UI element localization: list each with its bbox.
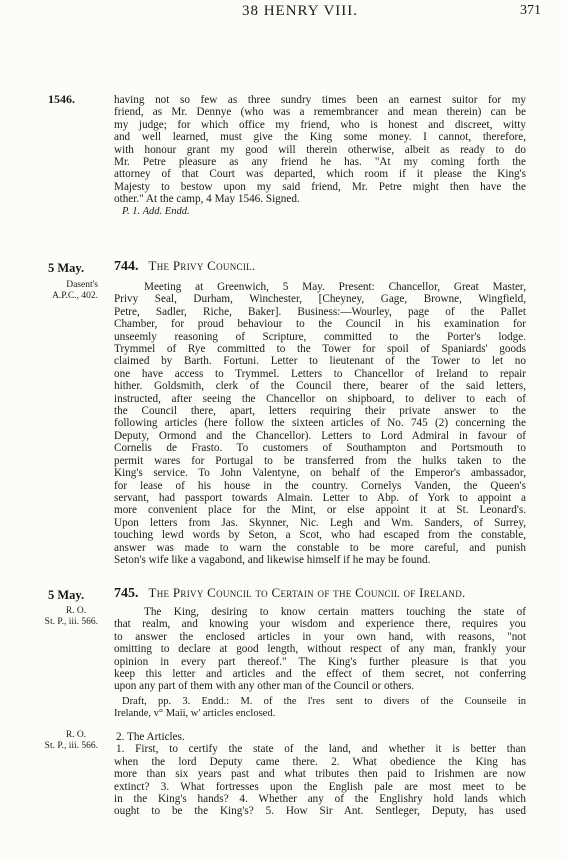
text-line: omitting to declare at good length, without respect of any man, frankly your <box>114 643 526 656</box>
entry-745-title: The Privy Council to Certain of the Council of Ireland. <box>148 585 466 600</box>
continued-letter <box>114 94 526 218</box>
reference-line: R. O. <box>65 730 87 740</box>
running-header-title: 38 HENRY VIII. <box>241 3 359 19</box>
text-line: servant, had passport towards Almain. Letter to Abp. of York to appoint a <box>114 491 526 504</box>
text-line: ought to be the King's? 5. How Sir Ant. Sentleger, Deputy, has used <box>114 805 526 818</box>
text-line: one have access to Trymmel. Letters to Chancellor of Ireland to repair <box>114 367 526 380</box>
text-line: when the lord Deputy came there. 2. What obedience the King has <box>114 755 526 768</box>
text-line: having not so few as three sundry times been an earnest suitor for my <box>114 94 526 106</box>
text-line: more than six years past and what tributes then paid to Irishmen are now <box>114 768 526 781</box>
text-line: instructed, after seeing the Chancellor on shipboard, to deliver to each of <box>114 392 526 405</box>
text-line: other." At the camp, 4 May 1546. Signed. <box>114 193 300 206</box>
entry-745-heading <box>114 585 466 602</box>
text-line: more convenient place for the Mint, or else appoint it at St. Leonard's. <box>114 504 526 517</box>
text-line: to answer the enclosed articles in your own hand, with reasons, "not <box>114 630 526 643</box>
entry-744-body <box>114 281 526 566</box>
entry-745-date: 5 May. <box>48 588 85 602</box>
text-line: and well learned, must give the King some money. I cannot, therefore, <box>114 131 526 144</box>
text-line: permit wares for Portugal to be transferred from the hulks taken to the <box>114 454 526 467</box>
text-line: with honour grant my good will therein otherwise, albeit as ready to do <box>114 143 526 156</box>
text-line: keep this letter and articles and the effect of them secret, not conferring <box>114 668 526 681</box>
reference-line: Dasent's <box>66 280 98 290</box>
entry-744-title: The Privy Council. <box>148 258 256 273</box>
text-line: Trymmel of Rye committed to the Tower for spoil of Spaniards' goods <box>114 343 526 356</box>
entry-744-heading <box>114 258 255 275</box>
page-number: 371 <box>520 3 541 18</box>
text-line: hither. Goldsmith, clerk of the Council there, bearer of the said letters, <box>114 380 526 393</box>
text-line: Upon letters from Jas. Skynner, Nic. Legh and Wm. Sanders, of Surrey, <box>114 516 526 529</box>
reference-line: St. P., iii. 566. <box>44 741 98 751</box>
text-line: for lease of his house in the country. Cornelys Vanden, the Queen's <box>114 479 526 492</box>
text-line: extinct? 3. What fortresses upon the English pale are most meet to be <box>114 780 526 793</box>
text-line: Majesty to bestow upon my said friend, Mr. Petre might then have the <box>114 180 526 193</box>
text-line: Chamber, for proud behaviour to the Council in his examination for <box>114 318 526 331</box>
text-line: Cornelis de Frasto. To customers of Southampton and Portsmouth to <box>114 442 526 455</box>
reference-line: St. P., iii. 566. <box>44 617 98 627</box>
entry-744-date: 5 May. <box>48 261 85 275</box>
margin-year: 1546. <box>48 92 75 106</box>
source-note: P. 1. Add. Endd. <box>122 205 190 217</box>
reference-line: A.P.C., 402. <box>52 291 98 301</box>
entry-745-number: 745. <box>114 586 139 601</box>
text-line: answer was made to warn the constable to be more careful, and punish <box>114 541 526 554</box>
entry-745-body <box>114 606 526 721</box>
articles-reference <box>40 730 98 752</box>
entry-745-reference <box>40 606 98 628</box>
text-line: upon any part of them with any other man of the Council or others. <box>114 680 415 693</box>
text-line: Petre, Sadler, Riche, Baker]. Business:—Wourley, page of the Pallet <box>114 305 526 318</box>
text-line: the Council there, apart, letters requiring their private answer to the <box>114 405 526 418</box>
reference-line: R. O. <box>65 606 87 616</box>
text-line: King's service. To John Valentyne, on behalf of the Emperor's ambassador, <box>114 467 526 480</box>
text-line: in the King's hands? 4. Whether any of the Englishry hold lands which <box>114 793 526 806</box>
text-line: unseemly reasoning of Scripture, committed to the Porter's lodge. <box>114 330 526 343</box>
text-line: Deputy, Ormond and the Chancellor). Letters to Lord Admiral in favour of <box>114 429 526 442</box>
text-line: friend, as Mr. Dennye (who was a remembrancer and mean therein) can be <box>114 106 526 119</box>
articles-body <box>114 731 526 818</box>
text-line: that realm, and knowing your wisdom and experience there, requires you <box>114 618 526 631</box>
entry-744-number: 744. <box>114 259 139 274</box>
draft-note: Irelande, v° Maii, w' articles enclosed. <box>114 708 276 720</box>
draft-note: Draft, pp. 3. Endd.: M. of the l'res sent to divers of the Counseile in <box>122 695 526 707</box>
text-line: Seton's wife like a vagabond, and likewise himself if he may be found. <box>114 553 431 566</box>
text-line: following articles (here follow the sixteen articles of No. 745 (2) concerning the <box>114 417 526 430</box>
text-line: Mr. Petre pleasure as any friend he has. "At my coming forth the <box>114 156 526 169</box>
text-line: attorney of that Court was departed, which room if it please the King's <box>114 168 526 181</box>
text-line: Privy Seal, Durham, Winchester, [Cheyney, Gage, Browne, Wingfield, <box>114 293 526 306</box>
articles-heading: 2. The Articles. <box>116 731 185 743</box>
text-line: Meeting at Greenwich, 5 May. Present: Chancellor, Great Master, <box>144 281 526 293</box>
text-line: opinion in every part thereof." The King's further pleasure is that you <box>114 655 526 668</box>
text-line: touching lewd words by Seton, a Scot, who had escaped from the constable, <box>114 529 526 542</box>
entry-744-reference <box>40 280 98 302</box>
text-line: my judge; for which office my friend, who is honest and discreet, witty <box>114 118 526 131</box>
text-line: The King, desiring to know certain matters touching the state of <box>144 606 526 618</box>
text-line: claimed by Barth. Fortuni. Letter to lieutenant of the Tower to let no <box>114 355 526 368</box>
text-line: 1. First, to certify the state of the land, and whether it is better than <box>116 743 526 756</box>
